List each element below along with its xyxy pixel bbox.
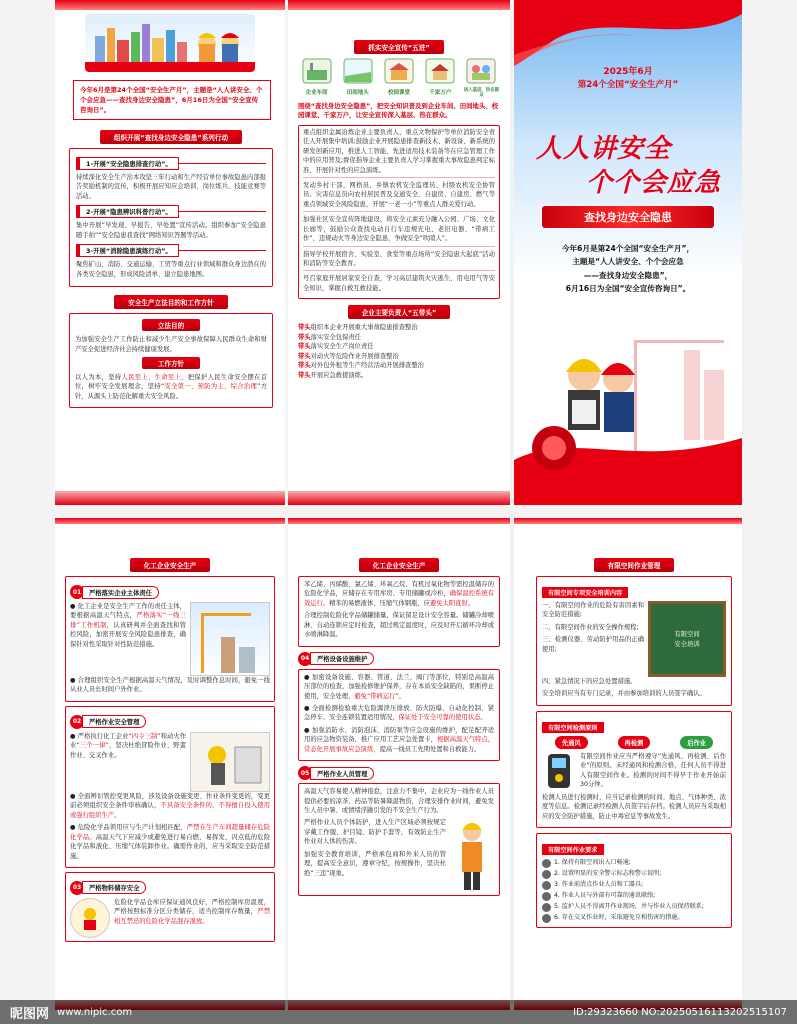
chem-sec-4-box (298, 669, 500, 762)
section-title-chem-text: 化工企业安全生产 (130, 558, 211, 572)
action-3-head: 开展“消除隐患演练行动”。 (93, 247, 172, 256)
chem-sec-2-text-2-a: 全面辨识管控变更风险，涉及设备设施变更、作业条件变更的，变更前必须组织安全条件审核确认， (70, 792, 271, 810)
sub-title-purpose (75, 319, 267, 331)
construction-crane-image (191, 603, 269, 675)
chem-sec-4-title: 严格设备设施维护 (310, 652, 374, 665)
icon-field (339, 58, 376, 96)
cover-intro-line-4: 6月16日为全国“安全宣传咨询日”。 (565, 283, 691, 293)
chem-sec-2-text-3: ● 危险化学品领用应与生产计划相匹配，严禁在生产车间超量储存危险化学品。高温天气下应减少或避免进行易自燃、易挥发、闪点低的危险化学品和液化、压缩气体装卸作业。确需作业的，应当采取安全防范措施。 (70, 824, 271, 860)
home-icon (425, 58, 455, 84)
purpose-text: 为加强安全生产工作防止和减少生产安全事故保障人民群众生命和财产安全促进经济社会持续健康发展。 (75, 336, 267, 353)
five-paras-box (298, 125, 500, 300)
policy-text-e: ”方针，从源头上防范化解重大安全风险。 (75, 383, 268, 400)
sub-title-purpose-text: 立法目的 (142, 319, 200, 331)
detect-text-2: 检测人员进行检测时，应当记录检测的时间、地点、气体种类、浓度等信息。检测记录经检测人员签字后存档。检测人员应当采取相应的安全防护措施，防止中毒窒息等事故发生。 (542, 793, 726, 820)
chem-sec-5-image (450, 818, 494, 892)
section-title-chem (65, 558, 275, 572)
chem-sec-3-number: 03 (70, 881, 84, 895)
leader-item (298, 342, 500, 351)
leader-item-key: 带头 (298, 324, 311, 332)
cover-banner: 查找身边安全隐患 (542, 206, 714, 228)
leader-item-key: 带头 (298, 362, 311, 370)
law-box (69, 313, 273, 408)
detect-tag: 后作业 (680, 736, 713, 749)
section-title-five (298, 40, 500, 54)
chem-box-2 (65, 706, 275, 868)
section-title-law (69, 295, 273, 309)
chem-sec-1-text-2-content: 合理组织安全生产根据高温天气情况，及时调整作息时间，避免一线从业人员长时间户外作业。 (70, 677, 271, 694)
chem-sec-2-text-2: ● 全面辨识管控变更风险，涉及设备设施变更、作业条件变更的，变更前必须组织安全条件审核确认，不具备安全条件的，不得擅自投入使用或强行组织生产。 (70, 792, 271, 819)
leader-item (298, 361, 500, 370)
chem-sec-1-text-2: ● 合理组织安全生产根据高温天气情况，及时调整作息时间，避免一线从业人员长时间户外作业。 (70, 677, 271, 694)
chem-sec-3-text-a: 危险化学品仓库应保证通风良好，严格控制库房温度，严格按照标准分区分类储存，适当控制库存数量， (114, 898, 270, 916)
action-1-heading: 1-开展“安全隐患排查行动”。 (76, 157, 266, 170)
icon-grassroots (463, 58, 500, 99)
chem-sec-4-text-3: ● 加强消防水、消防泡沫、消防泵等应急设施的维护，配足配齐适用的应急物资装备，推广应用工艺应急处置卡，根据高温天气特点，常态化开展事故应急演练，提高一线员工先期处置和自救能力。 (304, 726, 495, 753)
policy-text-d: 安全第一、预防为主、综合治理 (164, 383, 258, 391)
chem-sec-2-image (190, 732, 270, 792)
chem-sec-2-text-3-c: 高温天气下应减少或避免进行易自燃、易挥发、闪点低的危险化学品和液化、压缩气体装卸作业。确需作业的，应当采取安全防范措施。 (70, 833, 271, 860)
section-title-confined (536, 558, 732, 572)
workers-construction-image (514, 320, 742, 505)
chem-sec-5 (298, 766, 500, 780)
bottom-stripe (55, 491, 285, 505)
chem-sec-4-text-3-c: 提高一线员工先期处置和自救能力。 (379, 745, 481, 753)
chem-sec-2-text-2-b: 不具备安全条件的，不得擅自投入使用或强行组织生产。 (70, 802, 271, 819)
cover-intro-line-1: 今年6月是第24个全国“安全生产月”， (561, 244, 695, 253)
section-title-actions-text: 组织开展“查找身边安全隐患”系列行动 (100, 130, 242, 144)
icon-enterprise-label: 企业车间 (305, 90, 328, 96)
action-3-heading: 3-开展“消除隐患演练行动”。 (76, 244, 266, 257)
req-item (542, 880, 726, 890)
section-title-chem-2 (298, 558, 500, 572)
chem-sec-4-text-1-b: 避免“带病运行”。 (354, 692, 405, 700)
chem-sec-1-number: 01 (70, 585, 84, 599)
five-para-2: 发动乡村干部、网格员、乡镇农机安全监理员、村级农机安全协管员、灾害信息员向农村居民普及交通安全、自建房、自建房、燃气等重点领域安全风险隐患，开展“一老一小”等重点人群关爱行动。 (303, 181, 495, 212)
chem-sec-5-number: 05 (298, 766, 312, 780)
icon-enterprise (298, 58, 335, 96)
sub-title-policy (75, 357, 267, 369)
chem-sec-1-row (70, 602, 270, 676)
icon-home-label: 千家万户 (429, 90, 452, 96)
chem-sec-5-text-2: 严格作业人员个体防护，进入生产区域必须按规定穿戴工作服、护目镜、防护手套等，有效防止生产作业对人体的伤害。 (304, 819, 446, 846)
five-para-1: 重点组织金属冶炼企业主要负责人、重点文物保护等单位消防安全责任人开展集中培训;鼓励企业开展隐患排查新技术、新设备、新系统的研发创新应用，推进人工智能、先进适用技术装备等在应急管理工作中的应用普及;督促指导企业主要负责人学习掌握重大事故隐患判定标准，开展针对性的应急演练。 (303, 128, 495, 178)
detect-tag: 先通风 (555, 736, 588, 749)
detect-text-1: 有限空间作业应当严格遵守“先通风、再检测、后作业”的原则。未经通风和检测合格，任何人员不得进入有限空间作业。检测的时间不得早于作业开始前30分钟。 (580, 752, 726, 789)
req-item-icon (542, 881, 551, 890)
cover-slogan-1: 人人讲安全 (536, 134, 672, 164)
chem-sec-2-row (70, 732, 270, 792)
panel-bottom-middle (288, 518, 510, 1010)
top-stripe (55, 518, 285, 524)
confined-req-title: 有限空间作业要求 (542, 844, 604, 855)
chem-sec-4-number: 04 (298, 652, 312, 666)
leader-item-value: 开展应急救援演练。 (310, 371, 368, 379)
training-item: 四、紧急情况下的应急处置措施。 (542, 678, 637, 685)
req-item (542, 902, 726, 912)
req-item-icon (542, 870, 551, 879)
chem-sec-1-image (190, 602, 270, 676)
red-ribbon-image (514, 0, 742, 70)
confined-detect-box (536, 711, 732, 828)
training-item: 三、检测仪器、劳动防护用品的正确使用; (542, 636, 644, 653)
five-lead: 围绕“查找身边安全隐患”，把安全知识普及到企业车间、田间地头、校园课堂、千家万户，让安全宣传深入基层、热在群众。 (298, 101, 499, 120)
req-item (542, 891, 726, 901)
community-icon (466, 58, 496, 84)
section-title-actions (69, 130, 273, 144)
action-1-no: 1 (86, 160, 91, 168)
bottom-stripe (288, 491, 510, 505)
chem-sec-2-text-e: ，坚决杜绝冒险作业、野蛮作业、交叉作业。 (70, 742, 187, 759)
req-item (542, 913, 726, 923)
worker-tools-image (191, 733, 269, 791)
confined-training-box (536, 576, 732, 706)
cover-month: 第24个全国“安全生产月” (577, 80, 679, 90)
section-title-law-text: 安全生产立法目的和工作方针 (114, 295, 228, 309)
chem-box-3 (65, 872, 275, 942)
leader-item-value: 对动火等危险作业开展排查整治 (310, 352, 399, 360)
panel-top-middle (288, 0, 510, 505)
chem-sec-2 (70, 715, 270, 729)
chem-sec-1-text: ● 化工企业是安全生产工作的责任主体，要根据高温天气特点，严格落实“一线三排”工作机制，认真研判并全面查找和管控风险，加密开展安全风险隐患排查，确保针对性采取针对性防范措施。 (70, 603, 187, 648)
chem-sec-4-text-2-b: 保证处于安全可靠的使用状态。 (398, 714, 487, 722)
action-2-body: 集中开展“早发现、早报告、早处置”宣传活动。组织参加“安全隐患随手拍”“安全隐患我查找”网络知识答题等活动。 (76, 222, 266, 239)
training-board-line-1: 有限空间 (674, 629, 700, 638)
panel-cover (514, 0, 742, 505)
leader-item (298, 323, 500, 332)
leader-item (298, 352, 500, 361)
chem-sec-5-box (298, 783, 500, 896)
top-stripe (288, 0, 510, 10)
leader-item-value: 落实安全包保责任 (310, 333, 361, 341)
five-para-3: 加强社区安全宣传阵地建设，将安全元素充分融入公园、广场、文化长廊等，鼓励公众查找电动自行车违规充电、老旧电器、“带病工作”、违规动火等身边安全隐患，争做安全“吹哨人”。 (303, 215, 495, 246)
action-item (76, 244, 266, 279)
school-icon (384, 58, 414, 84)
chem-sec-3-title: 严格物料储存安全 (82, 881, 146, 894)
training-item: 二、有限空间作业的安全操作规程; (542, 623, 639, 631)
action-item (76, 205, 266, 240)
chem-store-text-1-c: 精苯的易燃液体、压缩气体钢瓶，应 (329, 599, 430, 607)
chem-store-text-1-a: 苯乙烯、丙烯酸、氯乙烯、环氧乙烷、有机过氧化物等需控温储存的危险化学品，应储存在专用库房、专用储罐或冷柜， (304, 581, 494, 598)
hazmat-worker-icon (75, 903, 105, 933)
policy-text (75, 373, 267, 401)
chem-sec-2-text-c: 和动火作业 (70, 732, 187, 750)
watermark-id: ID:29323660 NO:20250516113202515107 (573, 1006, 787, 1018)
confined-detect-title: 有限空间检测原则 (542, 722, 604, 733)
leader-list (298, 323, 500, 380)
training-note: 安全培训应当有专门记录，并由参加培训的人员签字确认。 (542, 690, 706, 698)
training-item: 一、有限空间作业的危险有害因素和安全防范措施; (542, 602, 644, 619)
action-1-body: 持续深化安全生产治本攻坚三年行动和生产经营单位事故隐患内部报告奖励机制的宣传，积极开展应知应会培训、岗位练兵、技能竞赛等活动。 (76, 174, 266, 200)
section-title-five-text: 抓实安全宣传“五进” (354, 40, 443, 54)
chem-sec-2-text: ● 严格执行化工企业“四令三制”和动火作业“三个一律”，坚决杜绝冒险作业、野蛮作业、交叉作业。 (70, 732, 187, 759)
city-skyline-image (85, 14, 255, 72)
leader-item-key: 带头 (298, 371, 311, 379)
chem-sec-2-text-a: 严格执行化工企业 (77, 732, 129, 740)
gas-detector-image (542, 752, 576, 792)
chem-sec-3-row (70, 898, 270, 938)
chem-sec-2-text-d: “三个一律” (76, 742, 109, 750)
policy-text-c: ，把保护人民生命安全摆在首位，树牢安全发展理念，坚持“ (75, 373, 268, 391)
req-item (542, 869, 726, 879)
actions-box (69, 148, 273, 287)
cover-year: 2025年6月 (603, 67, 653, 77)
chem-sec-4-text-3-b: 根据高温天气特点，常态化开展事故应急演练， (304, 736, 495, 753)
req-list (542, 858, 726, 923)
chem-sec-3 (70, 881, 270, 895)
factory-icon (302, 58, 332, 84)
req-item-text: 3. 作业前清点作业人员和工器具; (554, 880, 644, 888)
leader-item-value: 对外包外租等生产经营活动开展排查整治 (310, 362, 424, 370)
chem-sec-2-text-b: “四令三制” (128, 732, 161, 740)
training-board-image (648, 601, 726, 677)
detect-tag: 再检测 (618, 736, 651, 749)
leader-item-value: 组织本企业开展重大事故隐患排查整治 (310, 324, 418, 332)
five-para-5: 号召家庭开展居家安全自查，学习高层建筑火灾逃生、用电用气等安全知识，掌握自救互救技能。 (303, 275, 495, 292)
panel-top-left (55, 0, 285, 505)
icon-school (380, 58, 417, 96)
chem-sec-4-text-1: ● 加密设备设施、容器、管道、法兰、阀门等部位，特别是高温高压部位的检查，加强检修维护保养，存在本质安全缺陷的，果断停止使用，安全处理，避免“带病运行”。 (304, 673, 495, 700)
confined-req-box (536, 833, 732, 928)
cover-intro-line-2: 主题是“人人讲安全、个个会应急 (572, 257, 684, 267)
top-stripe (288, 518, 510, 524)
chem-box-1 (65, 576, 275, 702)
leader-item (298, 371, 500, 380)
chem-sec-1-title: 严格落实企业主体责任 (82, 586, 159, 599)
req-item-icon (542, 892, 551, 901)
chem-sec-3-image (70, 898, 110, 938)
panel-bottom-right (514, 518, 742, 1010)
icon-school-label: 校园课堂 (388, 90, 411, 96)
top-stripe (514, 518, 742, 524)
sub-title-policy-text: 工作方针 (142, 357, 200, 369)
req-item-icon (542, 859, 551, 868)
chem-sec-4-text-2-a: 全面检测检验重大危险源泄压排放、防火防爆、自动化控制、紧急停车、安全连锁装置适用情况， (304, 704, 495, 722)
leader-item-key: 带头 (298, 352, 311, 360)
cover-intro (524, 242, 732, 295)
chem-sec-3-text-b: 严禁相互禁忌的危险化学品混存混放。 (114, 908, 271, 925)
chem-sec-2-title: 严格作业安全管理 (82, 715, 146, 728)
chem-sec-1 (70, 585, 270, 599)
req-item-text: 5. 监护人员不得离开作业现场，并与作业人员保持联系; (554, 902, 704, 910)
action-3-body: 聚焦矿山、消防、交通运输、工贸等重点行业领域和群众身边潜在的各类安全隐患，形成风险清单、建立隐患地图。 (76, 261, 266, 278)
watermark-site: 昵图网 (10, 1006, 50, 1022)
confined-training-title: 有限空间专项安全培训内容 (542, 587, 628, 598)
section-title-leaders (298, 305, 500, 319)
safety-worker-image (450, 818, 494, 892)
leader-item (298, 333, 500, 342)
action-1-head: 开展“安全隐患排查行动”。 (93, 160, 172, 168)
req-item-text: 2. 设置明显的安全警示标志和警示说明; (554, 869, 662, 877)
req-item-icon (542, 914, 551, 923)
chem-store-text-1-d: 避免太阳直射。 (429, 599, 475, 607)
section-title-confined-text: 有限空间作业管理 (594, 558, 675, 572)
action-item (76, 157, 266, 201)
chem-store-text-1-b: 确保温控系统有效运行。 (304, 590, 495, 607)
chem-store-box (298, 576, 500, 647)
section-title-chem-2-text: 化工企业安全生产 (359, 558, 440, 572)
five-para-4: 指导学校开展宿舍、实验室、食堂等重点场所“安全隐患大起底”活动和消防等安全教育。 (303, 250, 495, 272)
req-item-text: 1. 保持有限空间出入口畅通; (554, 858, 631, 866)
intro-box (73, 80, 271, 120)
chem-sec-1-text-b: 严格落实“一线三排”工作机制 (70, 612, 187, 629)
watermark-url: www.nipic.com (57, 1006, 133, 1018)
chem-store-text-2: 合理控制危险化学品储罐储量，保证留足设计安全容量。储罐冷却喷淋、自动连锁应定时检查，超过规定温度时，应及时开启循环冷却或水喷淋降温。 (304, 612, 494, 639)
policy-text-a: 以人为本，坚持 (75, 373, 122, 381)
cover-intro-line-3: ——查找身边安全隐患”， (583, 270, 673, 280)
training-board-line-2: 安全培训 (674, 640, 700, 648)
leader-item-value: 落实安全生产岗位责任 (310, 343, 374, 351)
chem-sec-2-text-3-a: 危险化学品领用应与生产计划相匹配， (77, 824, 187, 832)
chem-store-text-1 (304, 580, 494, 608)
action-3-no: 3 (86, 247, 91, 256)
chem-sec-5-text-1: 高温天气容易使人精神倦怠，注意力不集中，企业应为一线作业人员提供必要的凉茶、药品等防暑降温物资，合理安排作业时间，避免发生人员中暑、或情绪浮躁引发的不安全生产行为。 (304, 788, 494, 814)
chem-sec-1-text-c: ，认真研判并全面查找和管控风险，加密开展安全风险隐患排查，确保针对性采取针对性防范措施。 (70, 621, 187, 648)
section-title-leaders-text: 企业主要负责人“五带头” (348, 305, 451, 319)
action-2-no: 2 (86, 208, 91, 217)
confined-training-row (542, 601, 726, 677)
chem-sec-4-text-2: ● 全面检测检验重大危险源泄压排放、防火防爆、自动化控制、紧急停车、安全连锁装置适用情况，保证处于安全可靠的使用状态。 (304, 704, 495, 722)
watermark-bar (0, 1000, 797, 1024)
action-2-heading: 2-开展“隐患辨识科普行动”。 (76, 205, 266, 218)
chem-sec-4-text-1-a: 加密设备设施、容器、管道、法兰、阀门等部位，特别是高温高压部位的检查，加强检修维护保养，存在本质安全缺陷的，果断停止使用，安全处理， (304, 673, 495, 700)
req-item-text: 4. 作业人员与外部有可靠的通讯联络; (554, 891, 656, 899)
icon-home (422, 58, 459, 96)
leader-item-key: 带头 (298, 343, 311, 351)
req-item (542, 858, 726, 868)
detect-row (542, 752, 726, 793)
chem-sec-4-text-3-a: 加强消防水、消防泡沫、消防泵等应急设施的维护，配足配齐适用的应急物资装备，推广应用工艺应急处置卡， (304, 726, 495, 744)
req-item-text: 6. 存在交叉作业时，采取避免互相伤害的措施。 (554, 913, 684, 921)
policy-text-b: 人民至上、生命至上 (121, 373, 182, 381)
five-icons-row (298, 58, 500, 99)
icon-field-label: 田间地头 (346, 90, 369, 96)
chem-sec-5-row (304, 818, 494, 892)
icon-grassroots-label: 进入基层、热在群众 (463, 88, 499, 99)
chem-sec-3-text (114, 898, 270, 926)
cover-slogan-2: 个个会应急 (586, 168, 722, 198)
chem-sec-1-text-a: 化工企业是安全生产工作的责任主体，要根据高温天气特点， (70, 603, 187, 620)
chem-sec-2-number: 02 (70, 715, 84, 729)
chem-sec-5-title: 严格作业人员管理 (310, 767, 374, 780)
chem-sec-5-text-3: 加强安全教育培训，严格承包商和外来人员的管理，提高安全意识，遵章守纪，按规操作，坚决杜绝“三违”现象。 (304, 850, 446, 877)
leader-item-key: 带头 (298, 333, 311, 341)
detect-tags (542, 736, 726, 749)
action-2-head: 开展“隐患辨识科普行动”。 (93, 208, 172, 217)
top-stripe (55, 0, 285, 10)
intro-text: 今年6月是第24个全国“安全生产月”，主题是“人人讲安全、个个会应急——查找身边安全隐患”，6月16日为全国“安全宣传咨询日”。 (80, 86, 263, 115)
chem-sec-2-text-3-b: 严禁在生产车间超量储存危险化学品。 (70, 824, 271, 841)
farm-icon (343, 58, 373, 84)
panel-bottom-left (55, 518, 285, 1010)
req-item-icon (542, 903, 551, 912)
city-illustration (85, 14, 255, 72)
chem-sec-4 (298, 652, 500, 666)
